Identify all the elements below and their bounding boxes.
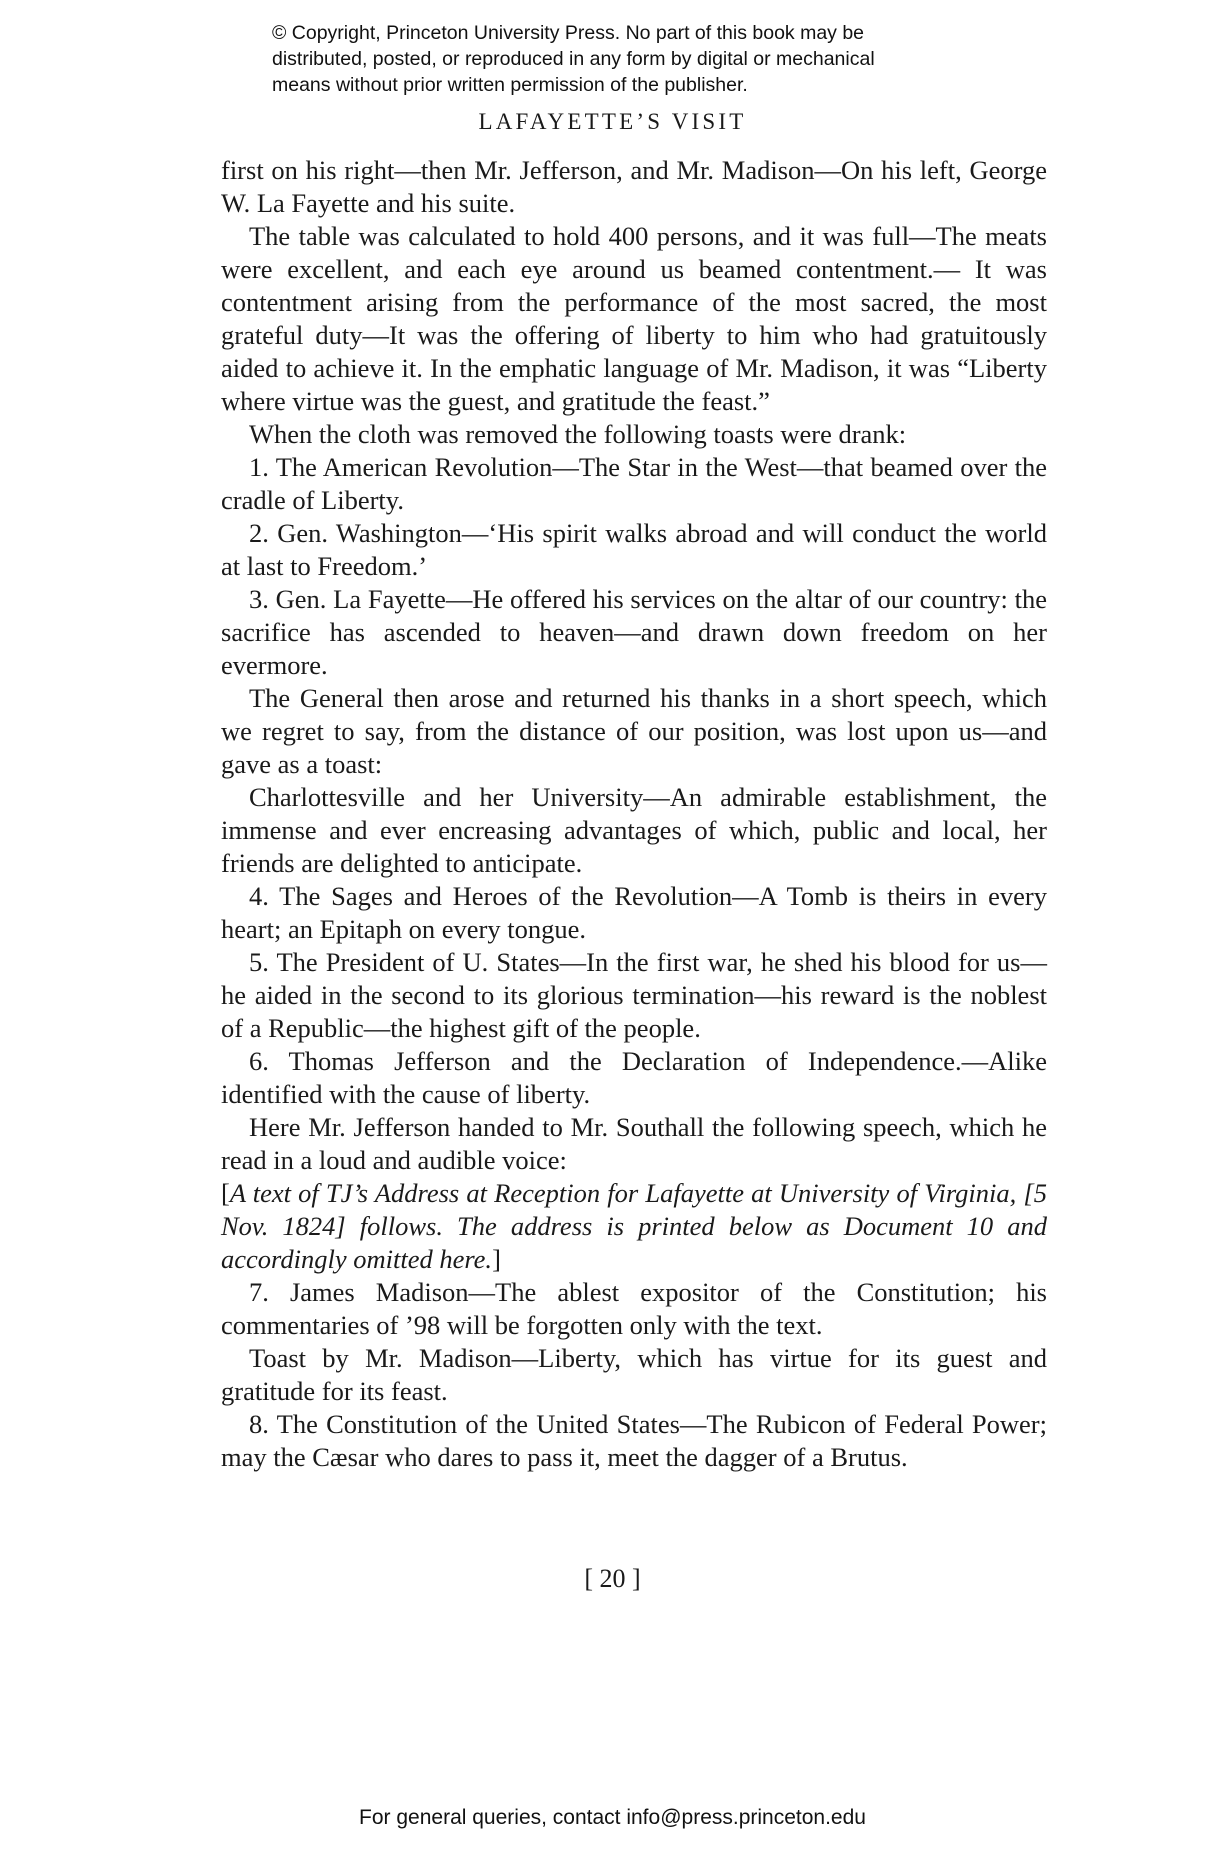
paragraph-jefferson-speech: Here Mr. Jefferson handed to Mr. Southall the following speech, which he read in a loud and audible voice:	[221, 1112, 1047, 1175]
paragraph-2: The table was calculated to hold 400 persons, and it was full—The meats were excellent, and each eye around us beamed contentment.— It was contentment arising from the performance of the most sacred, the most grateful duty—It was the offering of liberty to him who had gratuitously aided to achieve it. In the emphatic language of Mr. Madison, it was “Liberty where virtue was the guest, and gratitude the feast.”	[221, 221, 1047, 416]
copyright-line-2: distributed, posted, or reproduced in any form by digital or mechanical	[272, 48, 875, 70]
toast-6: 6. Thomas Jefferson and the Declaration of Independence.—Alike identified with the cause of liberty.	[221, 1046, 1047, 1109]
body-text	[221, 154, 1047, 1474]
toast-5: 5. The President of U. States—In the first war, he shed his blood for us—he aided in the second to its glorious termination—his reward is the noblest of a Republic—the highest gift of the people.	[221, 947, 1047, 1043]
paragraph-1: first on his right—then Mr. Jefferson, and Mr. Madison—On his left, George W. La Fayette and his suite.	[221, 155, 1047, 218]
copyright-line-1: © Copyright, Princeton University Press. No part of this book may be	[272, 22, 865, 44]
toast-3: 3. Gen. La Fayette—He offered his services on the altar of our country: the sacrifice has ascended to heaven—and drawn down freedom on her evermore.	[221, 584, 1047, 680]
page-number: [ 20 ]	[584, 1564, 641, 1593]
editorial-note	[221, 1177, 1047, 1276]
toast-7: 7. James Madison—The ablest expositor of the Constitution; his commentaries of ’98 will be forgotten only with the text.	[221, 1277, 1047, 1340]
toast-madison: Toast by Mr. Madison—Liberty, which has virtue for its guest and gratitude for its feast.	[221, 1343, 1047, 1406]
editorial-note-open-bracket: [	[221, 1178, 230, 1208]
toast-charlottesville: Charlottesville and her University—An admirable establishment, the immense and ever encreasing advantages of which, public and local, her friends are delighted to anticipate.	[221, 782, 1047, 878]
footer-contact: For general queries, contact info@press.princeton.edu	[359, 1806, 866, 1829]
toast-8: 8. The Constitution of the United States—The Rubicon of Federal Power; may the Cæsar who dares to pass it, meet the dagger of a Brutus.	[221, 1409, 1047, 1472]
toast-4: 4. The Sages and Heroes of the Revolution—A Tomb is theirs in every heart; an Epitaph on every tongue.	[221, 881, 1047, 944]
toast-2: 2. Gen. Washington—‘His spirit walks abroad and will conduct the world at last to Freedom.’	[221, 518, 1047, 581]
paragraph-3: When the cloth was removed the following toasts were drank:	[249, 419, 907, 449]
editorial-note-close-bracket: ]	[492, 1244, 501, 1274]
running-head: LAFAYETTE’S VISIT	[478, 109, 747, 134]
paragraph-general-speech: The General then arose and returned his thanks in a short speech, which we regret to say, from the distance of our position, was lost upon us—and gave as a toast:	[221, 683, 1047, 779]
toast-1: 1. The American Revolution—The Star in the West—that beamed over the cradle of Liberty.	[221, 452, 1047, 515]
copyright-notice	[272, 20, 1032, 98]
copyright-line-3: means without prior written permission of the publisher.	[272, 74, 748, 96]
editorial-note-text: A text of TJ’s Address at Reception for Lafayette at University of Virginia, [5 Nov. 1824] follows. The address is printed below as Document 10 and accordingly omitted here.	[221, 1178, 1047, 1274]
